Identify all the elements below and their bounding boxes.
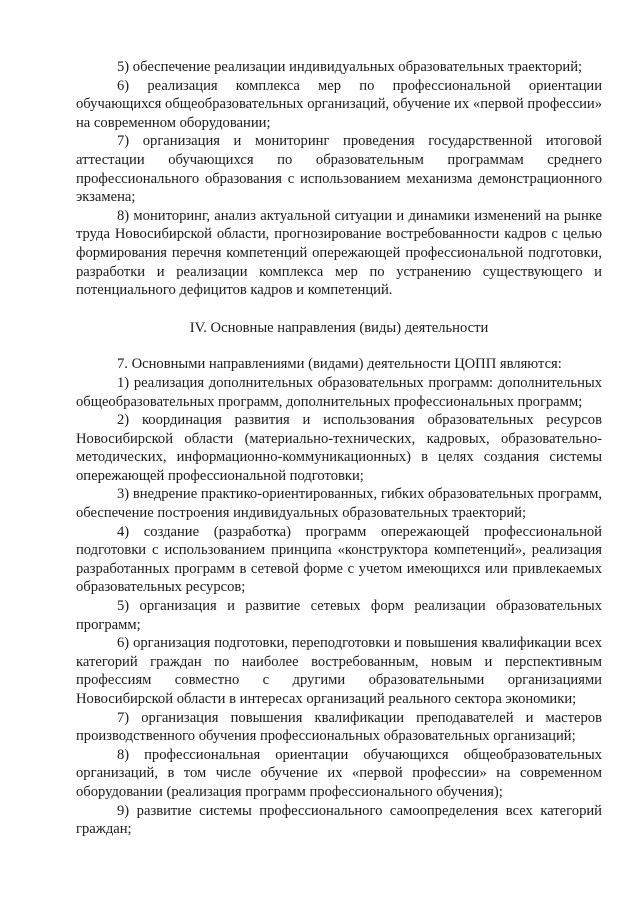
section-heading: IV. Основные направления (виды) деятельности (189, 319, 489, 336)
list-item: 5) организация и развитие сетевых форм реализации образовательных программ; (76, 598, 602, 633)
list-item: 7) организация и мониторинг проведения государственной итоговой аттестации обучающихся по образовательным программам среднего профессионального образования с использованием механизма демонстрационного экзамена; (76, 133, 602, 206)
list-item: 4) создание (разработка) программ опережающей профессиональной подготовки с использованием принципа «конструктора компетенций», реализация разработанных программ в сетевой форме с учетом имеющихся или привлекаемых образовательных ресурсов; (76, 523, 602, 596)
list-item: 8) мониторинг, анализ актуальной ситуации и динамики изменений на рынке труда Новосибирской области, прогнозирование востребованности кадров с целью формирования перечня компетенций опережающей профессиональной подготовки, разработки и реализации комплекса мер по устранению существующего и потенциального дефицитов кадров и компетенций. (76, 207, 602, 299)
list-item: 6) организация подготовки, переподготовки и повышения квалификации всех категорий граждан по наиболее востребованным, новым и перспективным профессиям совместно с другими образовательными организациями Новосибирской области в интересах организаций реального сектора экономики; (76, 635, 602, 707)
document-page (76, 58, 602, 839)
list-item: 3) внедрение практико-ориентированных, гибких образовательных программ, обеспечение построения индивидуальных образовательных траекторий; (76, 486, 602, 522)
list-item: 2) координация развития и использования образовательных ресурсов Новосибирской области (материально-технических, кадровых, образовательно-методических, информационно-коммуникационных) в целях создания системы опережающей профессиональной подготовки; (76, 412, 602, 484)
list-item: 6) реализация комплекса мер по профессиональной ориентации обучающихся общеобразовательных организаций, обучение их «первой профессии» на современном оборудовании; (76, 77, 602, 131)
list-item: 9) развитие системы профессионального самоопределения всех категорий граждан; (76, 802, 602, 838)
spacer (76, 337, 602, 355)
list-item: 5) обеспечение реализации индивидуальных образовательных траекторий; (117, 59, 583, 75)
list-item: 8) профессиональная ориентации обучающихся общеобразовательных организаций, в том числе обучение их «первой профессии» на современном оборудовании (реализация программ профессионального обучения); (76, 746, 602, 800)
spacer (76, 300, 602, 319)
list-item: 7) организация повышения квалификации преподавателей и мастеров производственного обучения профессиональных образовательных организаций; (76, 709, 602, 745)
section-intro: 7. Основными направлениями (видами) деятельности ЦОПП являются: (117, 356, 562, 373)
list-item: 1) реализация дополнительных образовательных программ: дополнительных общеобразовательных программ, дополнительных профессиональных программ; (76, 374, 602, 410)
